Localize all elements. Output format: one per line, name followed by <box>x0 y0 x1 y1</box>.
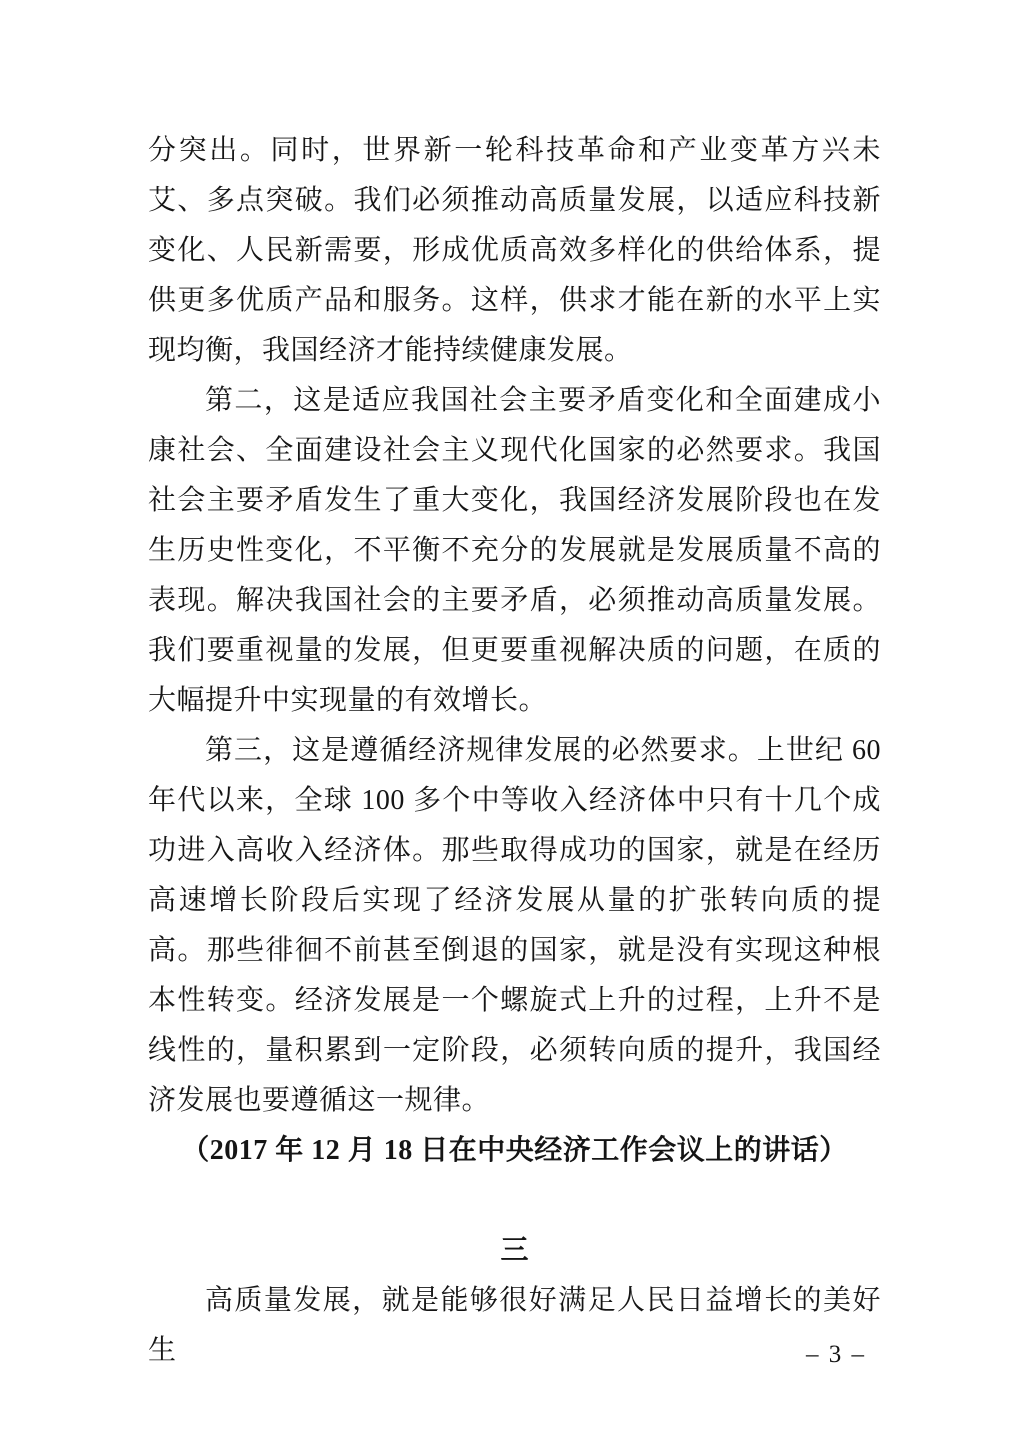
paragraph-third-point: 第三，这是遵循经济规律发展的必然要求。上世纪 60 年代以来，全球 100 多个中等收入经济体中只有十几个成功进入高收入经济体。那些取得成功的国家，就是在经历高速增长阶段后实现了经济发展从量的扩张转向质的提高。那些徘徊不前甚至倒退的国家，就是没有实现这种根本性转变。经济发展是一个螺旋式上升的过程，上升不是线性的，量积累到一定阶段，必须转向质的提升，我国经济发展也要遵循这一规律。 <box>148 735 881 1116</box>
paragraph-second-point: 第二，这是适应我国社会主要矛盾变化和全面建成小康社会、全面建设社会主义现代化国家的必然要求。我国社会主要矛盾发生了重大变化，我国经济发展阶段也在发生历史性变化，不平衡不充分的发展就是发展质量不高的表现。解决我国社会的主要矛盾，必须推动高质量发展。我们要重视量的发展，但更要重视解决质的问题，在质的大幅提升中实现量的有效增长。 <box>148 385 881 716</box>
page-number: – 3 – <box>806 1341 866 1368</box>
page-content <box>148 126 881 1376</box>
speech-citation: （2017 年 12 月 18 日在中央经济工作会议上的讲话） <box>181 1135 848 1166</box>
paragraph-continuation: 分突出。同时，世界新一轮科技革命和产业变革方兴未艾、多点突破。我们必须推动高质量发展，以适应科技新变化、人民新需要，形成优质高效多样化的供给体系，提供更多优质产品和服务。这样，供求才能在新的水平上实现均衡，我国经济才能持续健康发展。 <box>148 135 881 366</box>
paragraph-section-three-start: 高质量发展，就是能够很好满足人民日益增长的美好生 <box>148 1285 881 1366</box>
section-heading: 三 <box>500 1235 529 1266</box>
